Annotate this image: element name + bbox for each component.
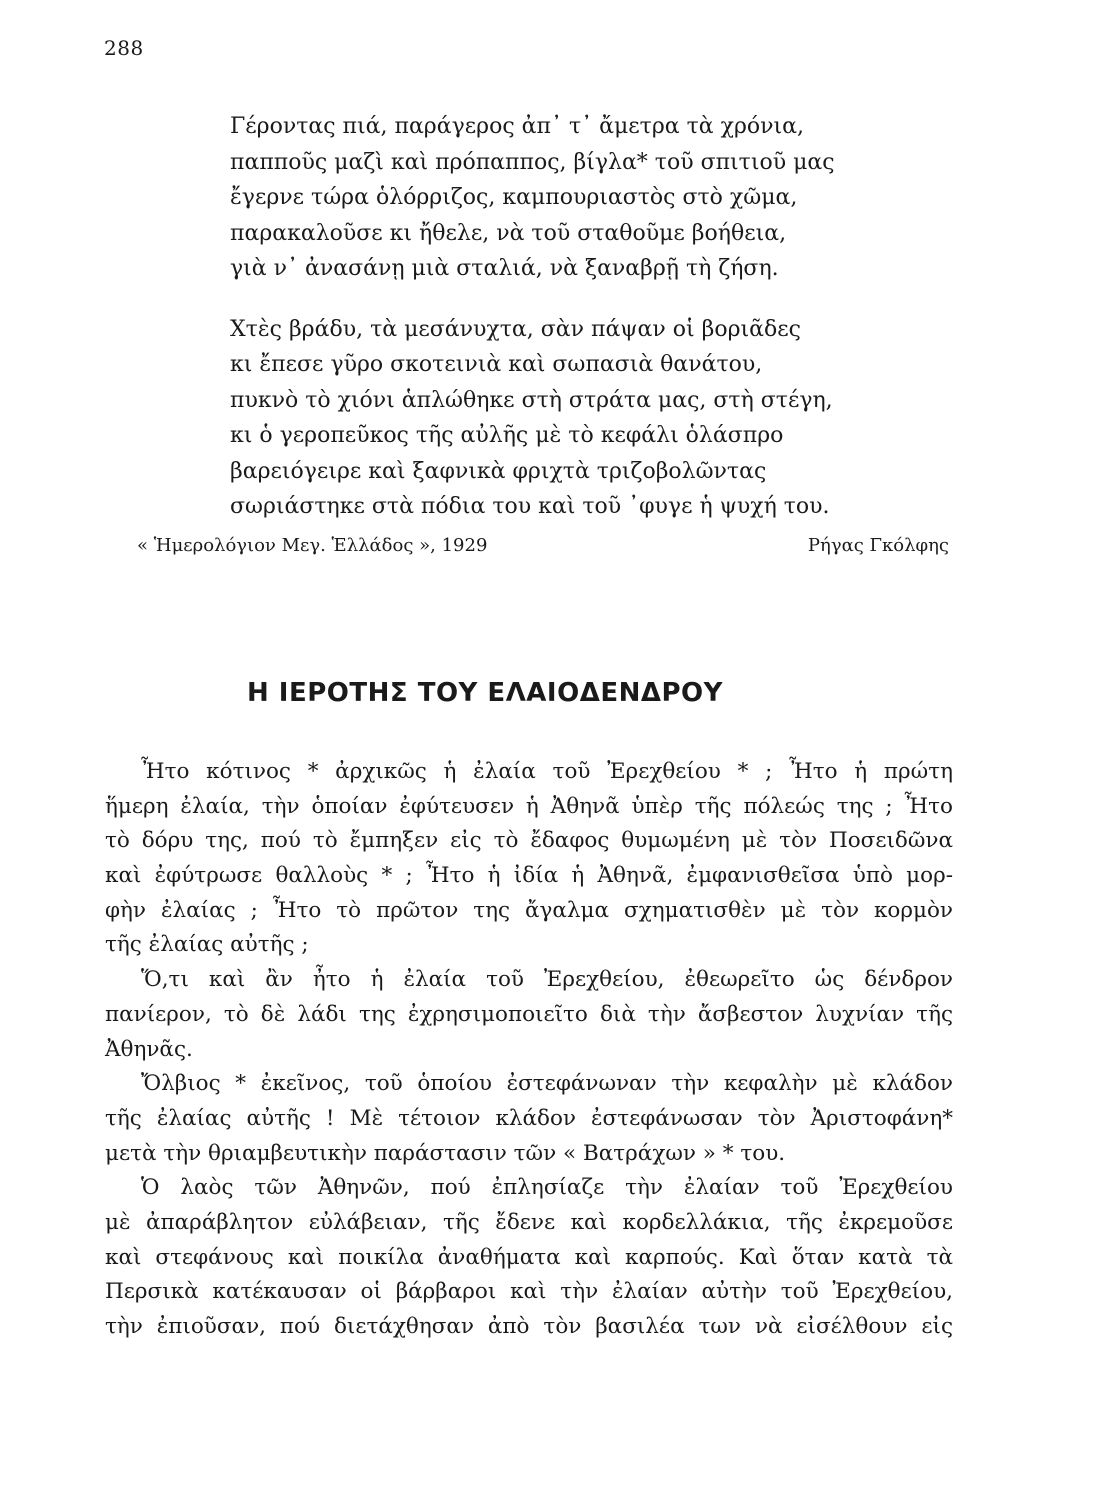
prose-line: Ὁ λαὸς τῶν Ἀθηνῶν, πού ἐπλησίαζε τὴν ἐλαίαν τοῦ Ἐρεχθείου <box>141 1175 953 1201</box>
prose-line: μετὰ τὴν θριαμβευτικὴν παράστασιν τῶν « Βατράχων » * του. <box>105 1140 786 1166</box>
prose-line: καὶ στεφάνους καὶ ποικίλα ἀναθήματα καὶ καρπούς. Καὶ ὅταν κατὰ τὰ <box>105 1244 953 1270</box>
poem-line: παπποῦς μαζὶ καὶ πρόπαππος, βίγλα* τοῦ σπιτιοῦ μας <box>230 149 835 175</box>
prose <box>105 755 953 1345</box>
prose-line: Ἦτο κότινος * ἀρχικῶς ἡ ἐλαία τοῦ Ἐρεχθείου * ; Ἦτο ἡ πρώτη <box>141 759 953 784</box>
poem-stanza <box>230 312 930 525</box>
paragraph <box>105 963 953 1067</box>
poem-stanza <box>230 109 930 287</box>
prose-line: τὸ δόρυ της, πού τὸ ἔμπηξεν εἰς τὸ ἔδαφος θυμωμένη μὲ τὸν Ποσειδῶνα <box>105 828 953 854</box>
poem <box>230 109 930 550</box>
prose-line: Περσικὰ κατέκαυσαν οἱ βάρβαροι καὶ τὴν ἐλαίαν αὐτὴν τοῦ Ἐρεχθείου, <box>105 1279 953 1305</box>
poem-line: βαρειόγειρε καὶ ξαφνικὰ φριχτὰ τριζοβολῶντας <box>230 458 767 484</box>
poem-line: σωριάστηκε στὰ πόδια του καὶ τοῦ ᾽φυγε ἡ ψυχή του. <box>230 494 830 519</box>
prose-line: πανίερον, τὸ δὲ λάδι της ἐχρησιμοποιεῖτο διὰ τὴν ἄσβεστον λυχνίαν τῆς <box>105 1001 953 1027</box>
poem-attribution <box>137 535 949 556</box>
prose-line: Ὄλβιος * ἐκεῖνος, τοῦ ὁποίου ἐστεφάνωναν τὴν κεφαλὴν μὲ κλάδον <box>141 1071 953 1097</box>
prose-line: Ὅ,τι καὶ ἂν ἦτο ἡ ἐλαία τοῦ Ἐρεχθείου, ἐθεωρεῖτο ὡς δένδρον <box>141 967 953 993</box>
prose-line: φὴν ἐλαίας ; Ἦτο τὸ πρῶτον της ἄγαλμα σχηματισθὲν μὲ τὸν κορμὸν <box>105 897 953 923</box>
prose-line: τὴν ἐπιοῦσαν, πού διετάχθησαν ἀπὸ τὸν βασιλέα των νὰ εἰσέλθουν εἰς <box>105 1314 953 1339</box>
prose-line: Ἀθηνᾶς. <box>105 1036 193 1062</box>
poem-line: Χτὲς βράδυ, τὰ μεσάνυχτα, σὰν πάψαν οἱ βοριᾶδες <box>230 316 801 342</box>
paragraph <box>105 1171 953 1344</box>
prose-line: τῆς ἐλαίας αὐτῆς ! Μὲ τέτοιον κλάδον ἐστεφάνωσαν τὸν Ἀριστοφάνη* <box>105 1105 953 1131</box>
poem-line: πυκνὸ τὸ χιόνι ἁπλώθηκε στὴ στράτα μας, στὴ στέγη, <box>230 387 833 413</box>
prose-line: ἥμερη ἐλαία, τὴν ὁποίαν ἐφύτευσεν ἡ Ἀθηνᾶ ὑπὲρ τῆς πόλεώς της ; Ἦτο <box>105 793 953 819</box>
poem-line: παρακαλοῦσε κι ἤθελε, νὰ τοῦ σταθοῦμε βοήθεια, <box>230 220 787 246</box>
poem-author: Ρήγας Γκόλφης <box>807 535 949 556</box>
prose-line: καὶ ἐφύτρωσε θαλλοὺς * ; Ἦτο ἡ ἰδία ἡ Ἀθηνᾶ, ἐμφανισθεῖσα ὑπὸ μορ- <box>105 863 953 889</box>
prose-line: τῆς ἐλαίας αὐτῆς ; <box>105 932 309 958</box>
paragraph <box>105 1067 953 1171</box>
prose-line: μὲ ἀπαράβλητον εὐλάβειαν, τῆς ἔδενε καὶ κορδελλάκια, τῆς ἐκρεμοῦσε <box>105 1209 953 1235</box>
paragraph <box>105 755 953 963</box>
page-number: 288 <box>104 36 144 60</box>
poem-line: ἔγερνε τώρα ὁλόρριζος, καμπουριαστὸς στὸ χῶμα, <box>230 185 798 210</box>
section-title: Η ΙΕΡΟΤΗΣ ΤΟΥ ΕΛΑΙΟΔΕΝΔΡΟΥ <box>247 678 723 708</box>
poem-line: γιὰ ν᾽ ἀνασάνῃ μιὰ σταλιά, νὰ ξαναβρῇ τὴ ζήση. <box>230 256 779 281</box>
poem-line: Γέροντας πιά, παράγερος ἀπ᾽ τ᾽ ἄμετρα τὰ χρόνια, <box>230 114 804 139</box>
poem-source: « Ἡμερολόγιον Μεγ. Ἑλλάδος », 1929 <box>137 535 488 556</box>
poem-line: κι ὁ γεροπεῦκος τῆς αὐλῆς μὲ τὸ κεφάλι ὁλάσπρο <box>230 423 784 448</box>
poem-line: κι ἔπεσε γῦρο σκοτεινιὰ καὶ σωπασιὰ θανάτου, <box>230 352 763 377</box>
